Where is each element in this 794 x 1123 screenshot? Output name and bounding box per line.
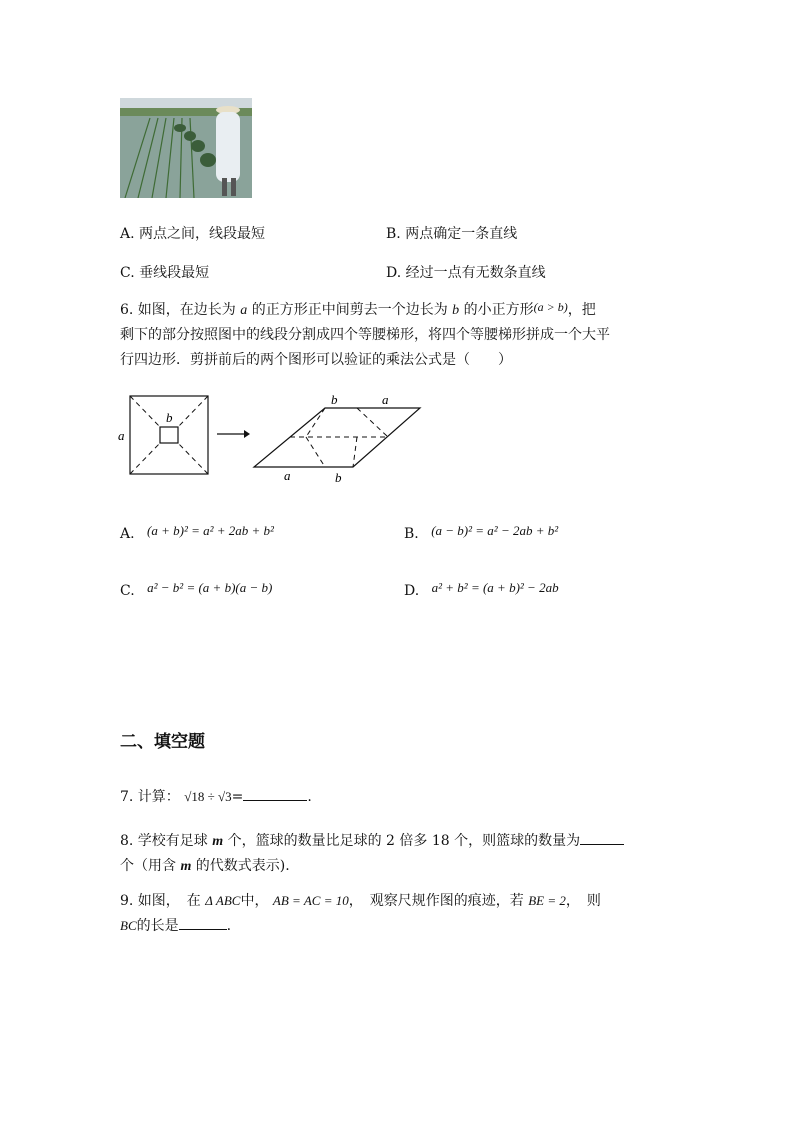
q9-condition: AB = AC = 10 — [272, 893, 349, 908]
q9-text: 中， — [240, 893, 269, 909]
option-text: 两点确定一条直线 — [405, 226, 518, 242]
label-a-bottom: a — [284, 468, 291, 483]
rice-field-photo-graphic — [120, 98, 252, 198]
var-m: m — [212, 834, 224, 849]
option-text: 两点之间，线段最短 — [139, 226, 266, 242]
q9-text: ， 观察尺规作图的痕迹，若 — [348, 893, 524, 909]
formula: (a + b)² = a² + 2ab + b² — [147, 523, 274, 538]
q6-option-d — [404, 580, 559, 599]
section-heading: 二、填空题 — [120, 732, 205, 752]
segment-bc: BC — [120, 918, 137, 933]
q6-line-1 — [120, 299, 596, 319]
q9-line-1 — [120, 890, 601, 910]
option-label: C. — [120, 583, 135, 599]
parallelogram-diagram — [254, 408, 420, 467]
period: . — [307, 789, 312, 805]
q7-text: 7. 计算： — [120, 789, 180, 805]
option-text: 经过一点有无数条直线 — [405, 265, 546, 281]
formula: a² + b² = (a + b)² − 2ab — [431, 580, 559, 595]
option-label: D. — [386, 265, 402, 281]
formula: (a − b)² = a² − 2ab + b² — [431, 523, 559, 538]
q8-text: 的代数式表示). — [195, 858, 290, 874]
option-label: D. — [404, 583, 420, 599]
var-a: a — [240, 303, 248, 318]
var-m: m — [180, 859, 192, 874]
option-label: B. — [404, 526, 419, 542]
q9-text: 的长是 — [136, 918, 179, 934]
answer-blank[interactable] — [243, 800, 307, 801]
q7-expression: √18 ÷ √3 — [184, 789, 232, 804]
label-b-top: b — [331, 392, 338, 407]
option-label: A. — [120, 226, 135, 242]
q6-line-2: 剩下的部分按照图中的线段分割成四个等腰梯形，将四个等腰梯形拼成一个大平 — [120, 327, 610, 343]
period: . — [226, 918, 232, 934]
q6-option-c — [120, 580, 272, 599]
option-d — [386, 262, 546, 282]
q9-condition: BE = 2 — [528, 893, 566, 908]
q8-line-1 — [120, 830, 624, 850]
q7-line — [120, 786, 312, 806]
option-b — [386, 223, 517, 243]
label-b-square: b — [166, 410, 173, 425]
q9-text: ， 则 — [565, 893, 601, 909]
label-b-bottom: b — [335, 470, 342, 485]
label-a-square: a — [118, 428, 125, 443]
q8-text: 8. 学校有足球 — [120, 833, 208, 849]
option-a — [120, 223, 265, 243]
option-c — [120, 262, 209, 282]
q9-text: 9. 如图， 在 — [120, 893, 201, 909]
q8-text: 个，篮球的数量比足球的 2 倍多 18 个，则篮球的数量为 — [227, 833, 581, 849]
label-a-top: a — [382, 392, 389, 407]
q6-text: 6. 如图，在边长为 — [120, 302, 236, 318]
option-label: C. — [120, 265, 135, 281]
q8-text: 个（用含 — [120, 858, 176, 874]
q6-line-3: 行四边形．剪拼前后的两个图形可以验证的乘法公式是（ ） — [120, 352, 512, 368]
q6-option-a — [120, 523, 274, 542]
q6-text: 的小正方形 — [463, 302, 534, 318]
q8-line-2 — [120, 855, 290, 875]
cut-square-diagram — [130, 396, 208, 474]
triangle-abc: Δ ABC — [205, 893, 241, 908]
rice-field-photo — [120, 98, 252, 198]
q6-figure — [110, 388, 440, 488]
formula: a² − b² = (a + b)(a − b) — [147, 580, 273, 595]
answer-blank[interactable] — [580, 844, 624, 845]
q6-option-b — [404, 523, 558, 542]
q7-equals: = — [231, 789, 244, 805]
option-label: A. — [120, 526, 135, 542]
option-label: B. — [386, 226, 401, 242]
var-b: b — [452, 303, 460, 318]
q6-text: 的正方形正中间剪去一个边长为 — [251, 302, 448, 318]
q9-line-2 — [120, 915, 231, 935]
q6-condition: (a > b) — [533, 300, 568, 314]
q6-text: ，把 — [567, 302, 596, 318]
right-arrow-icon — [217, 430, 250, 438]
answer-blank[interactable] — [179, 929, 227, 930]
option-text: 垂线段最短 — [139, 265, 210, 281]
